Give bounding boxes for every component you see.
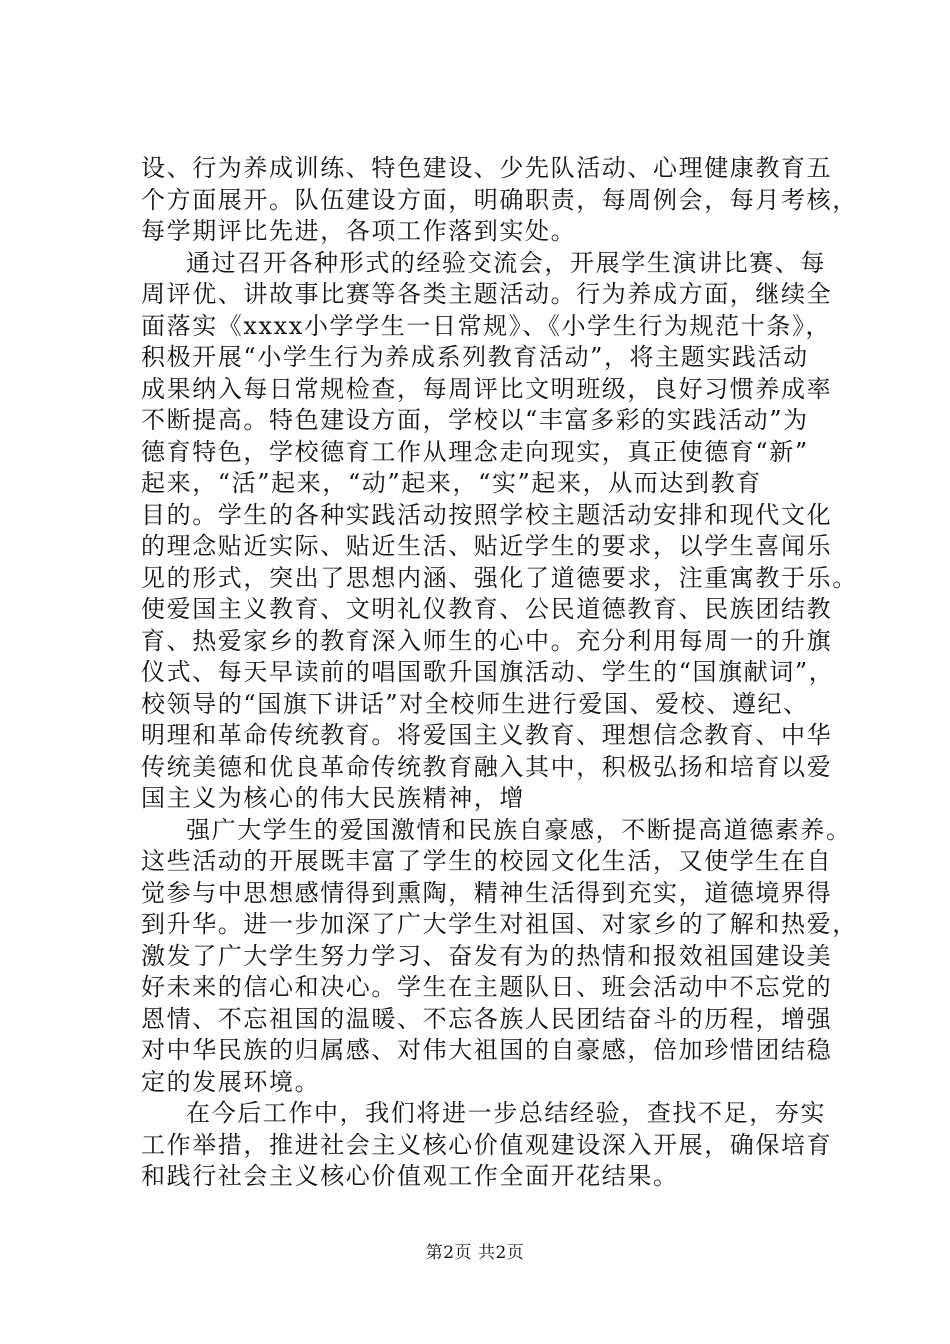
text-line: 激发了广大学生努力学习、奋发有为的热情和报效祖国建设美 (141, 941, 833, 970)
text-line: 见的形式，突出了思想内涵、强化了道德要求，注重寓教于乐。 (141, 563, 858, 592)
text-line: 设、行为养成训练、特色建设、少先队活动、心理健康教育五 (141, 154, 833, 182)
text-line: 成果纳入每日常规检查，每周评比文明班级，良好习惯养成率 (141, 374, 833, 403)
text-line: 个方面展开。队伍建设方面，明确职责，每周例会，每月考核， (141, 185, 858, 214)
text-line: 到升华。进一步加深了广大学生对祖国、对家乡的了解和热爱， (141, 910, 858, 938)
text-line: 恩情、不忘祖国的温暖、不忘各族人民团结奋斗的历程，增强 (141, 1004, 833, 1033)
text-line: 这些活动的开展既丰富了学生的校园文化生活，又使学生在自 (141, 847, 833, 875)
text-line: 国主义为核心的伟大民族精神，增 (141, 784, 525, 812)
text-line: 觉参与中思想感情得到熏陶，精神生活得到充实，道德境界得 (141, 878, 833, 907)
text-line: 德育特色，学校德育工作从理念走向现实，真正使德育“新” (141, 437, 809, 466)
text-line: 仪式、每天早读前的唱国歌升国旗活动、学生的“国旗献词”， (141, 658, 835, 686)
text-line: 目的。学生的各种实践活动按照学校主题活动安排和现代文化 (141, 500, 833, 529)
text-line: 每学期评比先进，各项工作落到实处。 (141, 217, 577, 245)
text-line: 强广大学生的爱国激情和民族自豪感，不断提高道德素养。 (186, 815, 852, 844)
page-footer: 第2页 共2页 (425, 1243, 525, 1263)
text-line: 育、热爱家乡的教育深入师生的心中。充分利用每周一的升旗 (141, 626, 833, 655)
text-line: 传统美德和优良革命传统教育融入其中，积极弘扬和培育以爱 (141, 752, 833, 781)
document-body (141, 153, 858, 1193)
text-line: 明理和革命传统教育。将爱国主义教育、理想信念教育、中华 (141, 721, 833, 749)
text-line: 面落实《xxxx小学学生一日常规》、《小学生行为规范十条》， (141, 311, 832, 340)
text-line: 积极开展“小学生行为养成系列教育活动”，将主题实践活动 (141, 343, 809, 371)
text-line: 的理念贴近实际、贴近生活、贴近学生的要求，以学生喜闻乐 (141, 532, 833, 560)
text-line: 校领导的“国旗下讲话”对全校师生进行爱国、爱校、遵纪、 (141, 689, 809, 718)
text-line: 工作举措，推进社会主义核心价值观建设深入开展，确保培育 (141, 1130, 833, 1159)
text-line: 使爱国主义教育、文明礼仪教育、公民道德教育、民族团结教 (141, 595, 833, 623)
text-line: 好未来的信心和决心。学生在主题队日、班会活动中不忘党的 (141, 973, 833, 1001)
text-line: 对中华民族的归属感、对伟大祖国的自豪感，倍加珍惜团结稳 (141, 1036, 833, 1064)
text-line: 通过召开各种形式的经验交流会，开展学生演讲比赛、每 (186, 248, 826, 277)
text-line: 不断提高。特色建设方面，学校以“丰富多彩的实践活动”为 (141, 406, 809, 434)
text-line: 在今后工作中，我们将进一步总结经验，查找不足，夯实 (186, 1099, 826, 1127)
text-line: 定的发展环境。 (141, 1067, 321, 1096)
text-line: 起来，“活”起来，“动”起来，“实”起来，从而达到教育 (141, 469, 762, 497)
text-line: 和践行社会主义核心价值观工作全面开花结果。 (141, 1162, 679, 1190)
text-line: 周评优、讲故事比赛等各类主题活动。行为养成方面，继续全 (141, 280, 833, 308)
